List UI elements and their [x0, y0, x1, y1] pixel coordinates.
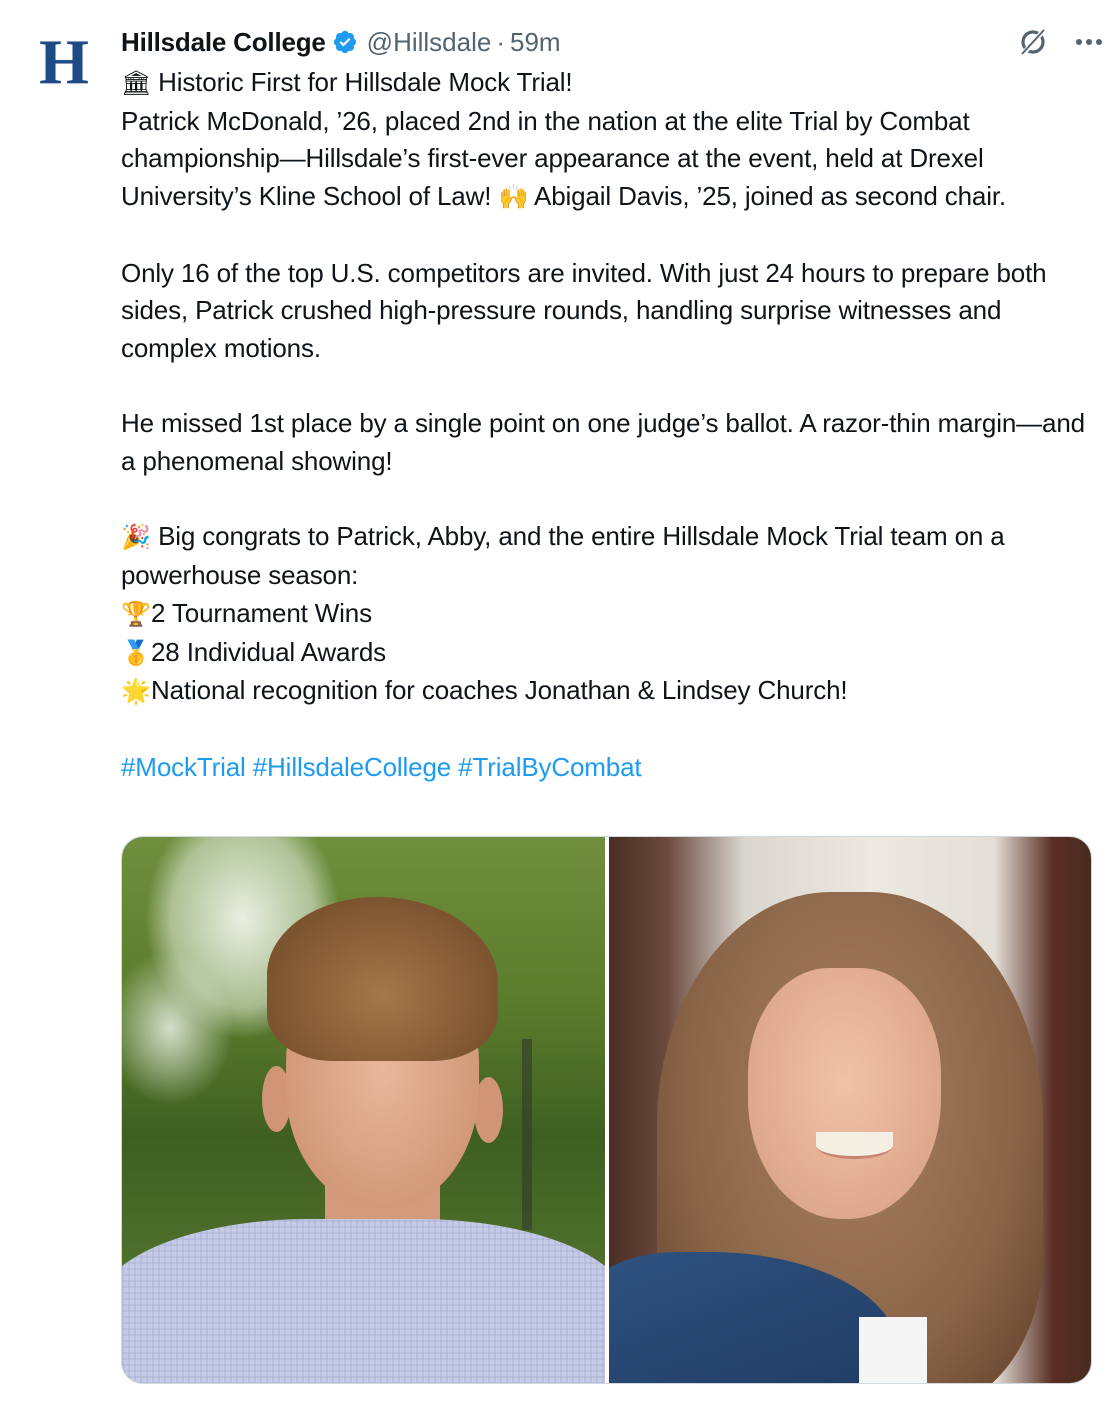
party-popper-emoji-icon: 🎉	[121, 524, 151, 552]
congrats-text: Big congrats to Patrick, Abby, and the entire Hillsdale Mock Trial team on a powerhouse season:	[121, 521, 1005, 591]
list-item	[121, 595, 1096, 634]
list-item-text: 2 Tournament Wins	[151, 597, 372, 628]
timestamp[interactable]: 59m	[510, 26, 561, 57]
gold-medal-emoji-icon: 🥇	[121, 639, 151, 667]
hashtags	[121, 749, 1096, 787]
verified-badge-icon[interactable]	[332, 29, 358, 55]
media-grid	[121, 836, 1092, 1384]
list-item-text: National recognition for coaches Jonathan & Lindsey Church!	[151, 675, 848, 706]
hashtag-hillsdalecollege[interactable]: #HillsdaleCollege	[252, 751, 452, 782]
glowing-star-emoji-icon: 🌟	[121, 678, 151, 706]
paragraph-3: He missed 1st place by a single point on one judge’s ballot. A razor-thin margin—and a phenomenal showing!	[121, 408, 1085, 476]
paragraph-1-text-b: Abigail Davis, ’25, joined as second chair.	[534, 181, 1006, 212]
classical-building-emoji-icon: 🏛	[121, 70, 152, 97]
tweet-title: Historic First for Hillsdale Mock Trial!	[158, 67, 573, 97]
grok-icon[interactable]	[1016, 25, 1050, 59]
trophy-emoji-icon: 🏆	[121, 600, 151, 628]
separator-dot: ·	[496, 26, 505, 57]
paragraph-2: Only 16 of the top U.S. competitors are invited. With just 24 hours to prepare both sides, Patrick crushed high-pressure rounds, handling surprise witnesses and complex motions.	[121, 257, 1047, 363]
tweet-actions	[1016, 24, 1102, 60]
more-options-icon[interactable]	[1076, 39, 1102, 45]
photo-abigail-davis[interactable]	[609, 837, 1092, 1383]
author-handle[interactable]: @Hillsdale	[366, 26, 492, 57]
hashtag-trialbycombat[interactable]: #TrialByCombat	[458, 751, 642, 782]
list-item-text: 28 Individual Awards	[151, 636, 387, 667]
list-item	[121, 634, 1096, 673]
tweet-header	[121, 24, 561, 60]
photo-patrick-mcdonald[interactable]	[122, 837, 605, 1383]
list-item	[121, 672, 1096, 711]
avatar[interactable]	[24, 22, 104, 102]
paragraph-1	[121, 103, 1096, 217]
author-display-name[interactable]: Hillsdale College	[121, 26, 326, 57]
congrats-paragraph	[121, 518, 1096, 594]
tweet-title-line	[121, 64, 1096, 103]
tweet-text	[121, 64, 1096, 786]
hashtag-mocktrial[interactable]: #MockTrial	[121, 751, 246, 782]
raising-hands-emoji-icon: 🙌	[498, 184, 529, 212]
hillsdale-logo-icon: H	[39, 26, 89, 97]
paragraph-1-text-a: Patrick McDonald, ’26, placed 2nd in the nation at the elite Trial by Combat championship—Hillsdale’s first-ever appearance at the event, held at Drexel University’s Kline School of Law!	[121, 105, 984, 212]
